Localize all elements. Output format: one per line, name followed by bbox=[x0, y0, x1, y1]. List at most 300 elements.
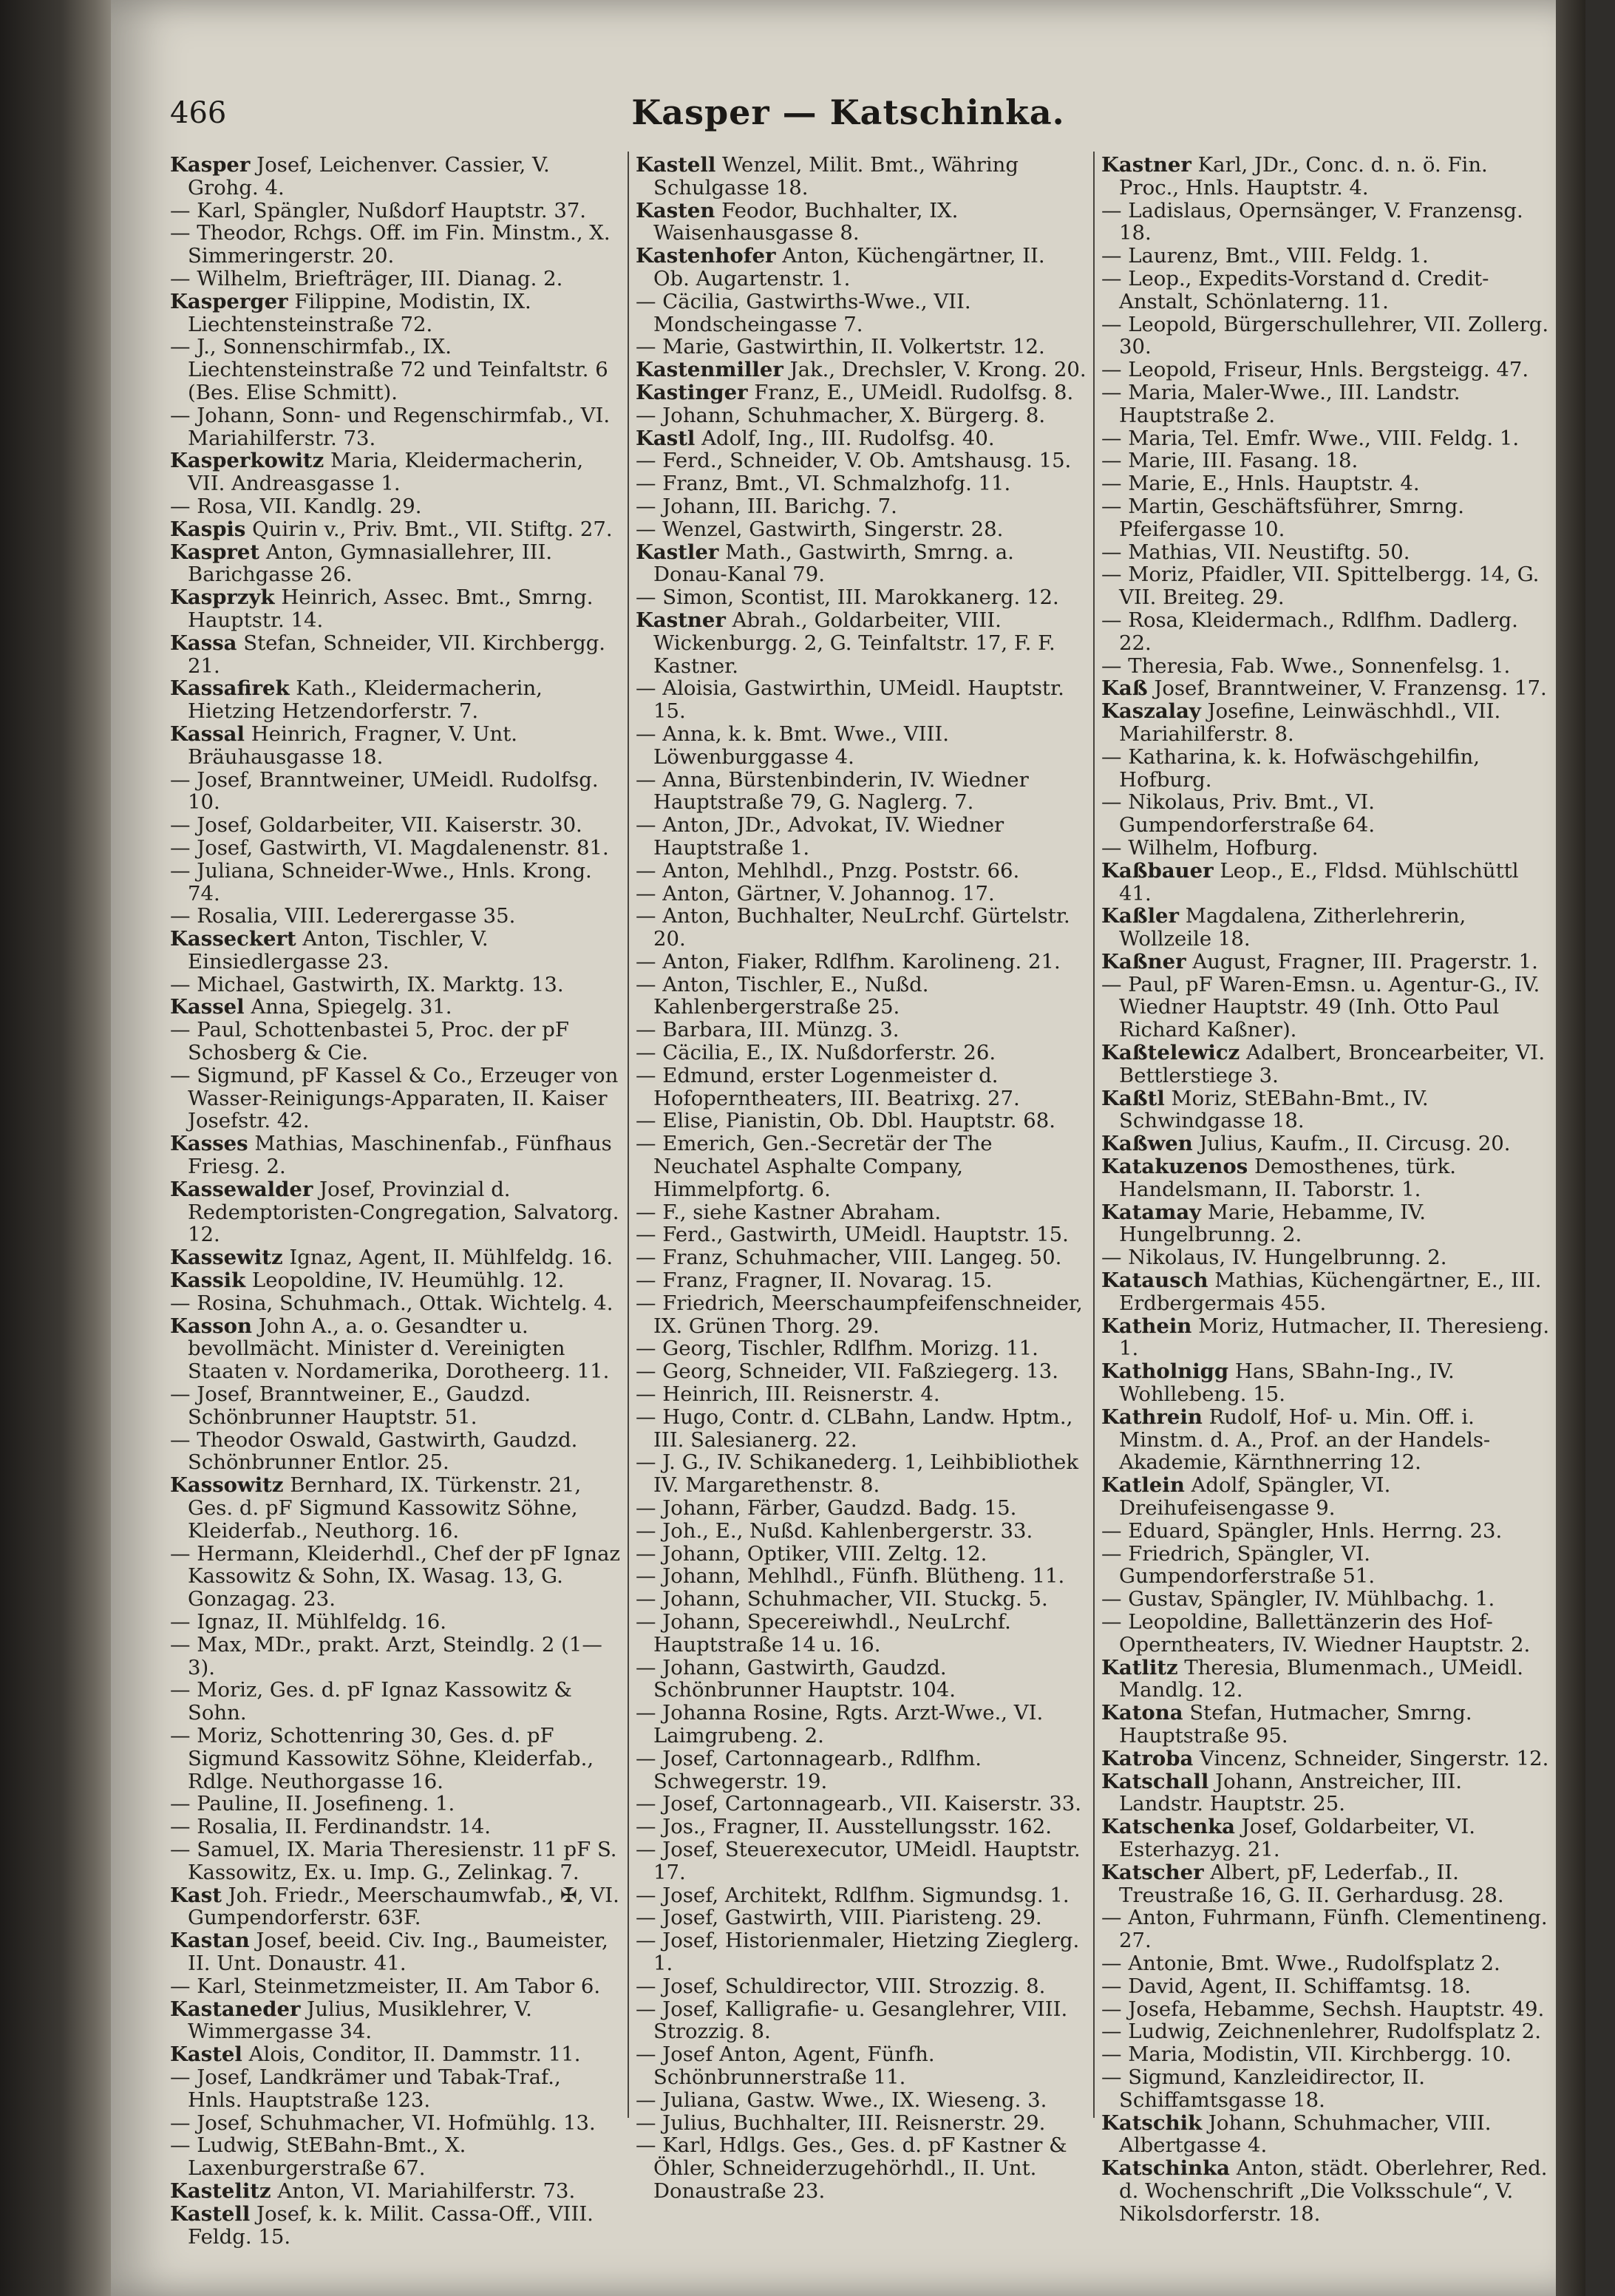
directory-entry bbox=[1101, 974, 1552, 1042]
directory-entry bbox=[636, 1611, 1087, 1657]
entry-surname: Kaßner bbox=[1101, 949, 1186, 974]
entry-details: Josef, Branntweiner, V. Franzensg. 17. bbox=[1147, 676, 1547, 701]
entry-details: — Anna, k. k. Bmt. Wwe., VIII. Löwenburggasse 4. bbox=[636, 721, 950, 769]
directory-entry bbox=[636, 769, 1087, 815]
directory-entry bbox=[170, 769, 621, 815]
directory-entry bbox=[636, 860, 1087, 883]
directory-entry bbox=[636, 1406, 1087, 1452]
directory-entry bbox=[1101, 541, 1552, 564]
directory-page bbox=[111, 0, 1585, 2296]
entry-details: — Rosa, Kleidermach., Rdlfhm. Dadlerg. 22. bbox=[1101, 608, 1518, 655]
directory-entry bbox=[170, 1246, 621, 1269]
entry-details: John A., a. o. Gesandter u. bevollmächt. Minister d. Vereinigten Staaten v. Nordamerika, Dorotheerg. 11. bbox=[188, 1314, 610, 1384]
entry-details: Stefan, Hutmacher, Smrng. Hauptstraße 95. bbox=[1119, 1701, 1472, 1748]
entry-details: — Josef, Schuhmacher, VI. Hofmühlg. 13. bbox=[170, 2110, 596, 2135]
entry-surname: Katlitz bbox=[1101, 1655, 1178, 1679]
directory-entry bbox=[636, 883, 1087, 906]
directory-entry bbox=[170, 586, 621, 632]
directory-entry bbox=[636, 1337, 1087, 1360]
directory-entry bbox=[1101, 427, 1552, 450]
entry-details: — Anton, JDr., Advokat, IV. Wiedner Hauptstraße 1. bbox=[636, 813, 1004, 860]
directory-entry bbox=[170, 1178, 621, 1246]
entry-details: — Cäcilia, E., IX. Nußdorferstr. 26. bbox=[636, 1041, 996, 1065]
directory-entry bbox=[636, 1906, 1087, 1929]
directory-entry bbox=[1101, 1087, 1552, 1133]
directory-entry bbox=[1101, 860, 1552, 906]
directory-entry bbox=[170, 814, 621, 837]
directory-entry bbox=[636, 1929, 1087, 1975]
directory-entry bbox=[170, 2112, 621, 2135]
entry-details: — Anton, Mehlhdl., Pnzg. Poststr. 66. bbox=[636, 858, 1020, 883]
entry-details: — Barbara, III. Münzg. 3. bbox=[636, 1018, 900, 1042]
directory-entry bbox=[170, 1725, 621, 1793]
directory-entry bbox=[1101, 791, 1552, 837]
entry-details: — Laurenz, Bmt., VIII. Feldg. 1. bbox=[1101, 244, 1429, 268]
entry-surname: Kasprzyk bbox=[170, 585, 275, 610]
entry-surname: Kaspis bbox=[170, 517, 246, 541]
directory-entry bbox=[1101, 1998, 1552, 2021]
entry-details: — Nikolaus, Priv. Bmt., VI. Gumpendorferstraße 64. bbox=[1101, 790, 1376, 838]
directory-entry bbox=[170, 928, 621, 974]
entry-details: — Sigmund, pF Kassel & Co., Erzeuger von Wasser-Reinigungs-Apparaten, II. Kaiser Josefstr. 42. bbox=[170, 1063, 619, 1133]
entry-details: Rudolf, Hof- u. Min. Off. i. Minstm. d. A., Prof. an der Handels-Akademie, Kärnthnerring 12. bbox=[1119, 1405, 1491, 1475]
directory-entry bbox=[170, 336, 621, 404]
directory-entry bbox=[170, 2134, 621, 2180]
entry-details: Anton, städt. Oberlehrer, Red. d. Wochenschrift „Die Volksschule“, V. Nikolsdorferstr. 18. bbox=[1119, 2156, 1548, 2226]
entry-details: Moriz, StEBahn-Bmt., IV. Schwindgasse 18. bbox=[1119, 1086, 1429, 1133]
entry-surname: Katschinka bbox=[1101, 2156, 1230, 2181]
directory-entry bbox=[636, 1520, 1087, 1543]
entry-details: Wenzel, Milit. Bmt., Währing Schulgasse 18. bbox=[653, 153, 1019, 200]
entry-details: — Johann, Schuhmacher, VII. Stuckg. 5. bbox=[636, 1587, 1048, 1611]
entry-details: — F., siehe Kastner Abraham. bbox=[636, 1200, 942, 1224]
directory-entry bbox=[170, 677, 621, 723]
entry-details: — Max, MDr., prakt. Arzt, Steindlg. 2 (1—3). bbox=[170, 1632, 602, 1679]
entry-details: — Rosalia, II. Ferdinandstr. 14. bbox=[170, 1815, 492, 1839]
directory-entry bbox=[170, 518, 621, 541]
directory-entry bbox=[636, 677, 1087, 723]
entry-surname: Katamay bbox=[1101, 1200, 1202, 1224]
directory-entry bbox=[1101, 1975, 1552, 1998]
entry-details: Heinrich, Fragner, V. Unt. Bräuhausgasse 18. bbox=[188, 721, 518, 769]
entry-details: Anton, VI. Mariahilferstr. 73. bbox=[271, 2178, 576, 2203]
entry-details: — Rosina, Schuhmach., Ottak. Wichtelg. 4. bbox=[170, 1291, 613, 1315]
directory-entry bbox=[636, 1132, 1087, 1200]
directory-entry bbox=[1101, 268, 1552, 313]
directory-entry bbox=[636, 1042, 1087, 1064]
entry-details: — Josef Anton, Agent, Fünfh. Schönbrunnerstraße 11. bbox=[636, 2042, 935, 2089]
directory-entry bbox=[1101, 1042, 1552, 1087]
entry-details: — Joh., E., Nußd. Kahlenbergerstr. 33. bbox=[636, 1518, 1033, 1543]
entry-surname: Katholnigg bbox=[1101, 1359, 1229, 1384]
entry-details: — Wenzel, Gastwirth, Singerstr. 28. bbox=[636, 517, 1004, 541]
entry-details: — Hugo, Contr. d. CLBahn, Landw. Hptm., III. Salesianerg. 22. bbox=[636, 1405, 1073, 1452]
entry-surname: Kast bbox=[170, 1883, 222, 1907]
entry-details: Anton, Gymnasiallehrer, III. Barichgasse 26. bbox=[188, 540, 553, 587]
entry-surname: Katakuzenos bbox=[1101, 1155, 1248, 1179]
directory-entry bbox=[1101, 1132, 1552, 1155]
entry-surname: Kastell bbox=[170, 2201, 251, 2226]
entry-details: — Katharina, k. k. Hofwäschgehilfin, Hofburg. bbox=[1101, 744, 1480, 792]
entry-details: — Simon, Scontist, III. Marokkanerg. 12. bbox=[636, 585, 1059, 610]
directory-entry bbox=[170, 905, 621, 928]
directory-entry bbox=[1101, 1906, 1552, 1952]
entry-surname: Kaßtl bbox=[1101, 1086, 1165, 1110]
directory-entry bbox=[636, 1360, 1087, 1383]
directory-entry bbox=[636, 2134, 1087, 2202]
entry-details: — Aloisia, Gastwirthin, UMeidl. Hauptstr. 15. bbox=[636, 676, 1064, 724]
entry-details: — David, Agent, II. Schiffamtsg. 18. bbox=[1101, 1974, 1472, 1998]
entry-surname: Kasson bbox=[170, 1314, 253, 1338]
directory-entry bbox=[170, 1998, 621, 2044]
entry-details: — Johann, Gastwirth, Gaudzd. Schönbrunner Hauptstr. 104. bbox=[636, 1655, 956, 1702]
directory-entry bbox=[636, 951, 1087, 974]
entry-details: Leop., E., Fldsd. Mühlschüttl 41. bbox=[1119, 858, 1519, 906]
entry-details: — Karl, Steinmetzmeister, II. Am Tabor 6. bbox=[170, 1974, 601, 1998]
entry-details: — Josef, Cartonnagearb., Rdlfhm. Schwegerstr. 19. bbox=[636, 1746, 982, 1793]
directory-entry bbox=[170, 1064, 621, 1132]
entry-details: Adolf, Ing., III. Rudolfsg. 40. bbox=[695, 426, 995, 450]
entry-details: — Martin, Geschäftsführer, Smrng. Pfeifergasse 10. bbox=[1101, 494, 1464, 541]
entry-details: — Josef, Historienmaler, Hietzing Zieglerg. 1. bbox=[636, 1929, 1080, 1975]
entry-details: — Maria, Modistin, VII. Kirchbergg. 10. bbox=[1101, 2042, 1512, 2067]
entry-surname: Kasseckert bbox=[170, 927, 296, 951]
entry-details: — Marie, III. Fasang. 18. bbox=[1101, 449, 1359, 473]
entry-details: Ignaz, Agent, II. Mühlfeldg. 16. bbox=[282, 1246, 613, 1270]
page-number: 466 bbox=[170, 96, 227, 130]
entry-details: Alois, Conditor, II. Dammstr. 11. bbox=[242, 2042, 581, 2067]
directory-entry bbox=[636, 2043, 1087, 2089]
entry-surname: Kassewalder bbox=[170, 1177, 313, 1201]
entry-details: — Johann, Sonn- und Regenschirmfab., VI. Mariahilferstr. 73. bbox=[170, 403, 611, 450]
directory-entry bbox=[170, 1679, 621, 1725]
directory-entry bbox=[170, 222, 621, 268]
entry-details: Theresia, Blumenmach., UMeidl. Mandlg. 12. bbox=[1119, 1655, 1524, 1702]
directory-entry bbox=[1101, 1657, 1552, 1702]
entry-details: — Josef, Schuldirector, VIII. Strozzig. 8. bbox=[636, 1974, 1046, 1998]
entry-details: Moriz, Hutmacher, II. Theresieng. 1. bbox=[1119, 1314, 1550, 1361]
directory-entry bbox=[636, 1451, 1087, 1497]
entry-surname: Kassewitz bbox=[170, 1246, 283, 1270]
directory-entry bbox=[636, 1816, 1087, 1838]
directory-entry bbox=[636, 381, 1087, 404]
directory-entry bbox=[636, 814, 1087, 860]
directory-entry bbox=[636, 1565, 1087, 1588]
entry-details: — J. G., IV. Schikanederg. 1, Leihbibliothek IV. Margarethenstr. 8. bbox=[636, 1450, 1078, 1498]
entry-surname: Kassik bbox=[170, 1268, 246, 1293]
directory-entry bbox=[636, 1269, 1087, 1292]
entry-surname: Kathein bbox=[1101, 1314, 1192, 1338]
directory-entry bbox=[636, 974, 1087, 1019]
entry-details: Anton, Küchengärtner, II. Ob. Augartenstr. 1. bbox=[653, 244, 1045, 291]
entry-details: Johann, Schuhmacher, VIII. Albertgasse 4. bbox=[1119, 2110, 1492, 2158]
directory-entry bbox=[170, 1634, 621, 1679]
directory-entry bbox=[1101, 495, 1552, 541]
entry-details: Leopoldine, IV. Heumühlg. 12. bbox=[245, 1268, 565, 1293]
entry-surname: Kastell bbox=[636, 153, 716, 177]
entry-details: — Ladislaus, Opernsänger, V. Franzensg. 18. bbox=[1101, 198, 1523, 245]
entry-details: — Johann, Specereiwhdl., NeuLrchf. Hauptstraße 14 u. 16. bbox=[636, 1610, 1011, 1657]
directory-entry bbox=[1101, 1155, 1552, 1201]
entry-details: Quirin v., Priv. Bmt., VII. Stiftg. 27. bbox=[245, 517, 613, 541]
directory-entry bbox=[1101, 1770, 1552, 1816]
entry-surname: Kasses bbox=[170, 1132, 248, 1156]
directory-entry bbox=[1101, 2043, 1552, 2066]
directory-entry bbox=[1101, 2066, 1552, 2112]
directory-entry bbox=[636, 1223, 1087, 1246]
entry-details: Josef, Provinzial d. Redemptoristen-Congregation, Salvatorg. 12. bbox=[188, 1177, 619, 1247]
directory-entry bbox=[636, 1702, 1087, 1748]
entry-surname: Kaßbauer bbox=[1101, 858, 1214, 883]
directory-entry bbox=[636, 449, 1087, 472]
directory-entry bbox=[636, 905, 1087, 951]
directory-entry bbox=[1101, 1474, 1552, 1520]
entry-details: — Johann, Färber, Gaudzd. Badg. 15. bbox=[636, 1496, 1017, 1521]
entry-details: — Maria, Maler-Wwe., III. Landstr. Hauptstraße 2. bbox=[1101, 380, 1461, 427]
entry-details: — Josef, Architekt, Rdlfhm. Sigmundsg. 1. bbox=[636, 1883, 1070, 1907]
entry-details: Demosthenes, türk. Handelsmann, II. Taborstr. 1. bbox=[1119, 1155, 1456, 1201]
entry-details: — Wilhelm, Briefträger, III. Dianag. 2. bbox=[170, 266, 563, 291]
entry-surname: Kathrein bbox=[1101, 1405, 1203, 1429]
directory-entry bbox=[170, 837, 621, 860]
directory-entry bbox=[636, 541, 1087, 587]
directory-entry bbox=[1101, 1201, 1552, 1247]
directory-entry bbox=[636, 1657, 1087, 1702]
directory-entry bbox=[170, 1383, 621, 1429]
entry-details: Vincenz, Schneider, Singerstr. 12. bbox=[1193, 1746, 1549, 1770]
entry-details: — Anton, Gärtner, V. Johannog. 17. bbox=[636, 881, 995, 906]
directory-entry bbox=[170, 996, 621, 1019]
entry-details: — Ferd., Gastwirth, UMeidl. Hauptstr. 15. bbox=[636, 1223, 1069, 1247]
entry-surname: Kaß bbox=[1101, 676, 1148, 701]
entry-details: — Rosa, VII. Kandlg. 29. bbox=[170, 494, 422, 518]
directory-entry bbox=[636, 154, 1087, 200]
entry-details: Johann, Anstreicher, III. Landstr. Hauptstr. 25. bbox=[1119, 1769, 1462, 1816]
directory-entry bbox=[1101, 1520, 1552, 1543]
entry-surname: Kassowitz bbox=[170, 1473, 284, 1498]
entry-surname: Kastaneder bbox=[170, 1997, 301, 2021]
entry-details: — Paul, Schottenbastei 5, Proc. der pF Schosberg & Cie. bbox=[170, 1018, 569, 1065]
entry-surname: Katschik bbox=[1101, 2110, 1203, 2135]
directory-entry bbox=[170, 1929, 621, 1975]
entry-details: — Josef, Kalligrafie- u. Gesanglehrer, VIII. Strozzig. 8. bbox=[636, 1997, 1068, 2044]
entry-details: Adolf, Spängler, VI. Dreihufeisengasse 9. bbox=[1119, 1473, 1391, 1521]
entry-details: — Jos., Fragner, II. Ausstellungsstr. 162. bbox=[636, 1815, 1053, 1839]
directory-entry bbox=[636, 518, 1087, 541]
entry-surname: Kaßtelewicz bbox=[1101, 1041, 1240, 1065]
entry-details: Maria, Kleidermacherin, VII. Andreasgasse 1. bbox=[188, 449, 584, 496]
directory-entry bbox=[636, 2112, 1087, 2135]
entry-details: — Eduard, Spängler, Hnls. Herrng. 23. bbox=[1101, 1518, 1503, 1543]
directory-entry bbox=[170, 291, 621, 336]
directory-entry bbox=[170, 2180, 621, 2203]
entry-details: — J., Sonnenschirmfab., IX. Liechtensteinstraße 72 und Teinfaltstr. 6 (Bes. Elise Schmitt). bbox=[170, 335, 608, 404]
entry-details: — Josef, Branntweiner, UMeidl. Rudolfsg. 10. bbox=[170, 767, 599, 815]
entry-surname: Katschall bbox=[1101, 1769, 1209, 1793]
entry-details: August, Fragner, III. Pragerstr. 1. bbox=[1186, 949, 1538, 974]
directory-entry bbox=[1101, 1360, 1552, 1406]
entry-surname: Kasperger bbox=[170, 289, 288, 313]
entry-details: Math., Gastwirth, Smrng. a. Donau-Kanal 79. bbox=[653, 540, 1014, 587]
entry-details: Josef, k. k. Milit. Cassa-Off., VIII. Feldg. 15. bbox=[188, 2201, 594, 2249]
entry-details: — Sigmund, Kanzleidirector, II. Schiffamtsgasse 18. bbox=[1101, 2065, 1425, 2112]
entry-details: — Friedrich, Spängler, VI. Gumpendorferstraße 51. bbox=[1101, 1541, 1376, 1589]
entry-details: — Josef, Steuerexecutor, UMeidl. Hauptstr. 17. bbox=[636, 1837, 1081, 1884]
directory-entry bbox=[1101, 700, 1552, 746]
directory-entry bbox=[1101, 1702, 1552, 1748]
entry-details: — Ignaz, II. Mühlfeldg. 16. bbox=[170, 1610, 447, 1634]
entry-details: — Samuel, IX. Maria Theresienstr. 11 pF S. Kassowitz, Ex. u. Imp. G., Zelinkag. 7. bbox=[170, 1837, 617, 1884]
entry-details: Adalbert, Broncearbeiter, VI. Bettlerstiege 3. bbox=[1119, 1041, 1546, 1087]
directory-entry bbox=[636, 245, 1087, 291]
entry-details: — Franz, Schuhmacher, VIII. Langeg. 50. bbox=[636, 1246, 1062, 1270]
entry-details: — Johanna Rosine, Rgts. Arzt-Wwe., VI. Laimgrubeng. 2. bbox=[636, 1701, 1044, 1748]
directory-entry bbox=[1101, 2157, 1552, 2225]
entry-details: Josef, Leichenver. Cassier, V. Grohg. 4. bbox=[188, 153, 550, 200]
directory-entry bbox=[636, 1497, 1087, 1520]
directory-entry bbox=[636, 472, 1087, 495]
entry-details: — Leopold, Friseur, Hnls. Bergsteigg. 47. bbox=[1101, 358, 1529, 382]
entry-details: — Juliana, Gastw. Wwe., IX. Wieseng. 3. bbox=[636, 2088, 1047, 2112]
directory-entry bbox=[1101, 905, 1552, 951]
entry-details: — Georg, Tischler, Rdlfhm. Morizg. 11. bbox=[636, 1336, 1038, 1361]
entry-surname: Kastenhofer bbox=[636, 244, 776, 268]
entry-details: — Marie, E., Hnls. Hauptstr. 4. bbox=[1101, 472, 1420, 496]
directory-entry bbox=[170, 1315, 621, 1383]
directory-entry bbox=[1101, 837, 1552, 860]
directory-entry bbox=[1101, 746, 1552, 792]
entry-details: — Cäcilia, Gastwirths-Wwe., VII. Mondscheingasse 7. bbox=[636, 289, 971, 336]
entry-surname: Kastner bbox=[636, 608, 726, 632]
directory-entry bbox=[636, 1998, 1087, 2044]
directory-entry bbox=[1101, 2112, 1552, 2158]
entry-surname: Kassal bbox=[170, 721, 245, 746]
directory-column-3 bbox=[1101, 154, 1552, 2226]
entry-details: Stefan, Schneider, VII. Kirchbergg. 21. bbox=[188, 631, 606, 678]
entry-details: Anton, Tischler, V. Einsiedlergasse 23. bbox=[188, 927, 489, 974]
directory-entry bbox=[1101, 200, 1552, 245]
directory-entry bbox=[170, 1884, 621, 1930]
column-rule bbox=[1093, 152, 1095, 2118]
directory-entry bbox=[1101, 245, 1552, 268]
directory-column-1 bbox=[170, 154, 621, 2248]
directory-entry bbox=[1101, 1543, 1552, 1589]
entry-details: — Wilhelm, Hofburg. bbox=[1101, 835, 1319, 860]
entry-surname: Katroba bbox=[1101, 1746, 1194, 1770]
directory-entry bbox=[1101, 1315, 1552, 1361]
entry-details: Josef, beeid. Civ. Ing., Baumeister, II. Unt. Donaustr. 41. bbox=[188, 1929, 608, 1975]
directory-entry bbox=[170, 1793, 621, 1816]
entry-details: Julius, Kaufm., II. Circusg. 20. bbox=[1192, 1132, 1511, 1156]
directory-entry bbox=[636, 723, 1087, 769]
directory-entry bbox=[170, 2066, 621, 2112]
entry-details: Bernhard, IX. Türkenstr. 21, Ges. d. pF Sigmund Kassowitz Söhne, Kleiderfab., Neuthorg. 16. bbox=[188, 1473, 582, 1543]
directory-entry bbox=[1101, 609, 1552, 655]
entry-details: — Johann, Schuhmacher, X. Bürgerg. 8. bbox=[636, 403, 1046, 427]
entry-details: — Rosalia, VIII. Lederergasse 35. bbox=[170, 904, 516, 928]
directory-entry bbox=[636, 2089, 1087, 2112]
directory-entry bbox=[636, 1019, 1087, 1042]
entry-surname: Kaßler bbox=[1101, 904, 1180, 928]
entry-details: — Ludwig, Zeichnenlehrer, Rudolfsplatz 2. bbox=[1101, 2020, 1542, 2044]
directory-entry bbox=[170, 1132, 621, 1178]
entry-details: Abrah., Goldarbeiter, VIII. Wickenburgg. 2, G. Teinfaltstr. 17, F. F. Kastner. bbox=[653, 608, 1055, 678]
entry-surname: Katschenka bbox=[1101, 1815, 1236, 1839]
directory-entry bbox=[636, 427, 1087, 450]
directory-entry bbox=[170, 1543, 621, 1611]
directory-entry bbox=[636, 1246, 1087, 1269]
entry-details: Hans, SBahn-Ing., IV. Wohllebeng. 15. bbox=[1119, 1359, 1455, 1407]
entry-details: — Josef, Goldarbeiter, VII. Kaiserstr. 30. bbox=[170, 813, 582, 838]
entry-details: Josef, Goldarbeiter, VI. Esterhazyg. 21. bbox=[1119, 1815, 1475, 1861]
entry-surname: Kastelitz bbox=[170, 2178, 271, 2203]
entry-details: — Leopold, Bürgerschullehrer, VII. Zollerg. 30. bbox=[1101, 312, 1549, 359]
page-edge bbox=[1556, 0, 1585, 2296]
directory-entry bbox=[170, 974, 621, 996]
entry-details: — Michael, Gastwirth, IX. Marktg. 13. bbox=[170, 972, 564, 996]
directory-entry bbox=[1101, 313, 1552, 359]
entry-details: — Ludwig, StEBahn-Bmt., X. Laxenburgerstraße 67. bbox=[170, 2133, 466, 2181]
entry-details: Albert, pF, Lederfab., II. Treustraße 16, G. II. Gerhardusg. 28. bbox=[1119, 1860, 1504, 1907]
directory-entry bbox=[636, 404, 1087, 427]
entry-details: — Moriz, Schottenring 30, Ges. d. pF Sigmund Kassowitz Söhne, Kleiderfab., Rdlge. Neuthorgasse 16. bbox=[170, 1723, 594, 1793]
entry-surname: Kastenmiller bbox=[636, 358, 783, 382]
directory-entry bbox=[636, 1292, 1087, 1338]
entry-details: — Theodor Oswald, Gastwirth, Gaudzd. Schönbrunner Entlor. 25. bbox=[170, 1427, 578, 1475]
entry-details: — Antonie, Bmt. Wwe., Rudolfsplatz 2. bbox=[1101, 1951, 1500, 1975]
directory-entry bbox=[636, 336, 1087, 359]
entry-details: — Franz, Fragner, II. Novarag. 15. bbox=[636, 1268, 993, 1293]
directory-entry bbox=[170, 2043, 621, 2066]
directory-entry bbox=[636, 586, 1087, 609]
directory-entry bbox=[1101, 1611, 1552, 1657]
entry-details: Magdalena, Zitherlehrerin, Wollzeile 18. bbox=[1119, 904, 1466, 951]
entry-surname: Kastl bbox=[636, 426, 696, 450]
entry-details: — Theresia, Fab. Wwe., Sonnenfelsg. 1. bbox=[1101, 653, 1511, 678]
directory-entry bbox=[170, 404, 621, 450]
entry-details: Julius, Musiklehrer, V. Wimmergasse 34. bbox=[188, 1997, 532, 2044]
directory-entry bbox=[1101, 472, 1552, 495]
directory-entry bbox=[636, 359, 1087, 381]
directory-entry bbox=[1101, 677, 1552, 700]
directory-entry bbox=[1101, 655, 1552, 678]
entry-details: Anna, Spiegelg. 31. bbox=[244, 995, 452, 1019]
column-rule bbox=[628, 152, 629, 2118]
entry-details: — Maria, Tel. Emfr. Wwe., VIII. Feldg. 1. bbox=[1101, 426, 1520, 450]
entry-surname: Kasperkowitz bbox=[170, 449, 324, 473]
directory-entry bbox=[1101, 951, 1552, 974]
book-spine-shadow bbox=[0, 0, 111, 2296]
directory-entry bbox=[1101, 1588, 1552, 1611]
entry-details: Jak., Drechsler, V. Krong. 20. bbox=[783, 358, 1087, 382]
directory-entry bbox=[170, 1975, 621, 1998]
directory-entry bbox=[1101, 1952, 1552, 1975]
entry-details: — Josef, Gastwirth, VI. Magdalenenstr. 81. bbox=[170, 835, 609, 860]
entry-surname: Kastinger bbox=[636, 380, 748, 404]
entry-details: Franz, E., UMeidl. Rudolfsg. 8. bbox=[747, 380, 1074, 404]
directory-entry bbox=[170, 860, 621, 906]
entry-details: — Nikolaus, IV. Hungelbrunng. 2. bbox=[1101, 1246, 1447, 1270]
entry-details: — Moriz, Pfaidler, VII. Spittelbergg. 14, G. VII. Breiteg. 29. bbox=[1101, 563, 1540, 610]
entry-surname: Kassa bbox=[170, 631, 237, 655]
directory-entry bbox=[170, 200, 621, 223]
entry-details: — Gustav, Spängler, IV. Mühlbachg. 1. bbox=[1101, 1587, 1495, 1611]
directory-entry bbox=[636, 1110, 1087, 1132]
entry-details: Karl, JDr., Conc. d. n. ö. Fin. Proc., Hnls. Hauptstr. 4. bbox=[1119, 153, 1488, 200]
entry-details: — Anton, Fiaker, Rdlfhm. Karolineng. 21. bbox=[636, 949, 1061, 974]
directory-entry bbox=[1101, 154, 1552, 200]
entry-details: — Moriz, Ges. d. pF Ignaz Kassowitz & Sohn. bbox=[170, 1678, 572, 1725]
